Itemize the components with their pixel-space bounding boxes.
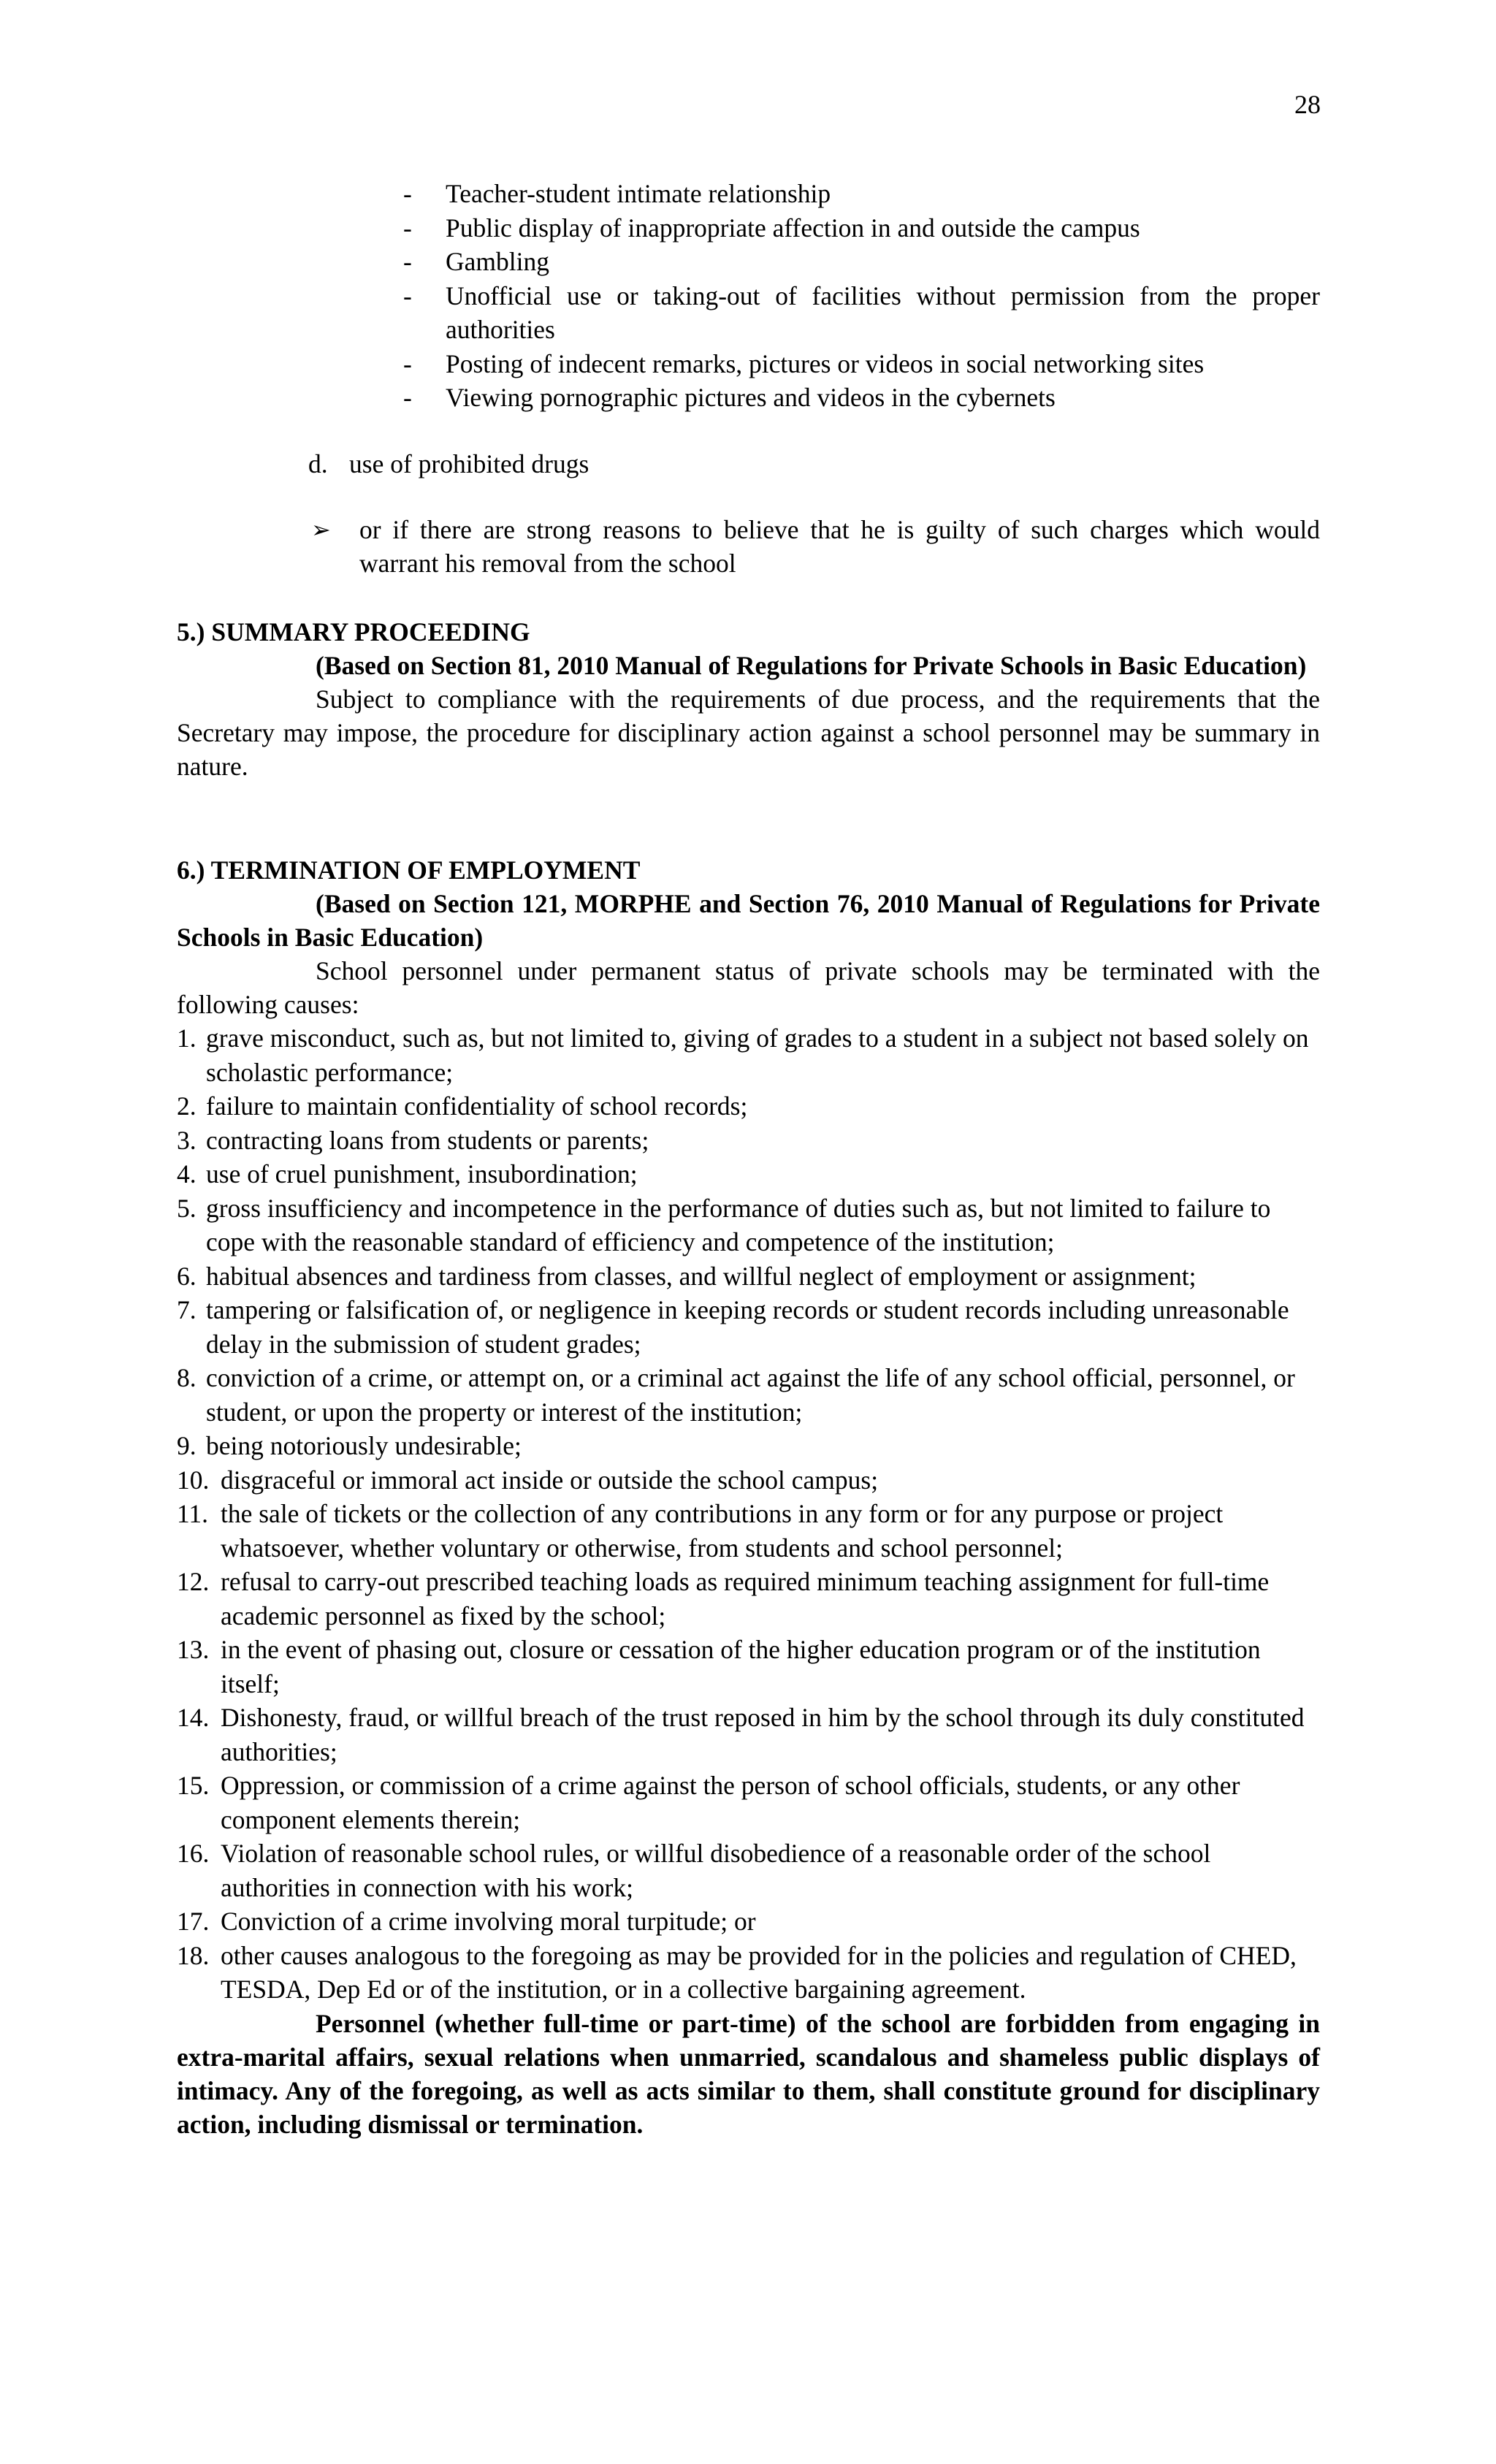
item-d-text: use of prohibited drugs <box>349 449 589 478</box>
list-item-text: Unofficial use or taking-out of facilities without permission from the proper authorities <box>446 281 1320 344</box>
item-text: grave misconduct, such as, but not limited to, giving of grades to a student in a subject not based solely on scholastic performance; <box>206 1023 1309 1087</box>
list-item-text: Gambling <box>446 247 549 276</box>
list-item <box>177 1836 1320 1904</box>
list-item <box>177 1701 1320 1769</box>
item-number: 2. <box>177 1091 196 1121</box>
section-basis: (Based on Section 81, 2010 Manual of Regulations for Private Schools in Basic Education) <box>316 651 1307 680</box>
item-text: contracting loans from students or parents; <box>206 1125 649 1155</box>
arrow-bullet-item <box>311 513 1320 580</box>
item-text: habitual absences and tardiness from classes, and willful neglect of employment or assignment; <box>206 1261 1197 1291</box>
list-item <box>177 1769 1320 1836</box>
item-number: 12. <box>177 1567 210 1596</box>
item-text: conviction of a crime, or attempt on, or a criminal act against the life of any school official, personnel, or student, or upon the property or interest of the institution; <box>206 1363 1295 1427</box>
page-number: 28 <box>1294 90 1321 119</box>
section-summary-proceeding <box>177 615 1320 783</box>
item-d-letter: d. <box>308 449 328 478</box>
list-item <box>177 1633 1320 1701</box>
item-number: 9. <box>177 1431 196 1460</box>
section-basis: (Based on Section 121, MORPHE and Section 76, 2010 Manual of Regulations for Private Schools in Basic Education) <box>177 889 1320 952</box>
closing-statement: Personnel (whether full-time or part-time) of the school are forbidden from engaging in extra-marital affairs, sexual relations when unmarried, scandalous and shameless public displays of intimacy. Any of the foregoing, as well as acts similar to them, shall constitute ground for disciplinary action, including dismissal or termination. <box>177 2008 1320 2139</box>
termination-causes-list <box>177 1021 1320 2007</box>
list-item <box>177 1429 1320 1463</box>
item-text: tampering or falsification of, or negligence in keeping records or student records including unreasonable delay in the submission of student grades; <box>206 1295 1289 1359</box>
list-item <box>177 1361 1320 1429</box>
item-text: other causes analogous to the foregoing as may be provided for in the policies and regulation of CHED, TESDA, Dep Ed or of the institution, or in a collective bargaining agreement. <box>221 1940 1297 2004</box>
list-item <box>177 1565 1320 1633</box>
list-item <box>403 211 1320 245</box>
list-item <box>403 279 1320 347</box>
item-d <box>308 447 589 481</box>
dash-bullet: - <box>403 383 412 412</box>
item-number: 11. <box>177 1499 209 1528</box>
item-text: refusal to carry-out prescribed teaching loads as required minimum teaching assignment for full-time academic personnel as fixed by the school; <box>221 1567 1270 1630</box>
list-item-text: Teacher-student intimate relationship <box>446 179 831 208</box>
list-item <box>177 1293 1320 1361</box>
list-item <box>177 1259 1320 1294</box>
list-item <box>177 1939 1320 2007</box>
list-item <box>177 1021 1320 1089</box>
list-item <box>403 245 1320 279</box>
item-text: Oppression, or commission of a crime against the person of school officials, students, or any other component elements therein; <box>221 1771 1240 1834</box>
offense-list <box>403 177 1320 415</box>
section-body: Subject to compliance with the requirements of due process, and the requirements that the Secretary may impose, the procedure for disciplinary action against a school personnel may be summary in nature. <box>177 684 1320 781</box>
item-text: use of cruel punishment, insubordination; <box>206 1159 638 1189</box>
item-number: 10. <box>177 1465 210 1495</box>
item-text: in the event of phasing out, closure or cessation of the higher education program or of the institution itself; <box>221 1635 1261 1698</box>
item-number: 3. <box>177 1125 196 1155</box>
item-number: 18. <box>177 1940 210 1970</box>
arrow-item-text: or if there are strong reasons to believe that he is guilty of such charges which would warrant his removal from the school <box>359 515 1320 578</box>
dash-bullet: - <box>403 247 412 276</box>
item-number: 13. <box>177 1635 210 1664</box>
dash-bullet: - <box>403 213 412 243</box>
item-text: being notoriously undesirable; <box>206 1431 522 1460</box>
list-item <box>403 177 1320 211</box>
item-text: Conviction of a crime involving moral turpitude; or <box>221 1907 756 1936</box>
item-text: Violation of reasonable school rules, or willful disobedience of a reasonable order of the school authorities in connection with his work; <box>221 1839 1211 1902</box>
item-number: 4. <box>177 1159 196 1189</box>
item-number: 17. <box>177 1907 210 1936</box>
dash-bullet: - <box>403 179 412 208</box>
item-number: 5. <box>177 1193 196 1223</box>
section-intro: School personnel under permanent status of private schools may be terminated with the following causes: <box>177 956 1320 1019</box>
item-number: 15. <box>177 1771 210 1800</box>
item-text: Dishonesty, fraud, or willful breach of the trust reposed in him by the school through its duly constituted authorities; <box>221 1703 1305 1766</box>
section-termination <box>177 853 1320 2141</box>
list-item-text: Public display of inappropriate affection in and outside the campus <box>446 213 1140 243</box>
dash-bullet: - <box>403 281 412 310</box>
item-number: 8. <box>177 1363 196 1392</box>
item-text: disgraceful or immoral act inside or outside the school campus; <box>221 1465 879 1495</box>
list-item <box>177 1124 1320 1158</box>
item-number: 6. <box>177 1261 196 1291</box>
item-text: failure to maintain confidentiality of school records; <box>206 1091 748 1121</box>
list-item <box>177 1089 1320 1124</box>
item-number: 1. <box>177 1023 196 1053</box>
section-heading: 5.) SUMMARY PROCEEDING <box>177 617 530 646</box>
list-item <box>177 1904 1320 1939</box>
item-number: 7. <box>177 1295 196 1324</box>
list-item <box>177 1191 1320 1259</box>
dash-bullet: - <box>403 348 412 378</box>
item-text: gross insufficiency and incompetence in the performance of duties such as, but not limited to failure to cope with the reasonable standard of efficiency and competence of the institution; <box>206 1193 1271 1256</box>
list-item-text: Posting of indecent remarks, pictures or videos in social networking sites <box>446 348 1205 378</box>
item-number: 16. <box>177 1839 210 1868</box>
section-heading: 6.) TERMINATION OF EMPLOYMENT <box>177 855 641 885</box>
list-item <box>177 1497 1320 1565</box>
list-item <box>403 381 1320 415</box>
list-item <box>177 1463 1320 1498</box>
arrow-bullet-icon: ➢ <box>311 516 331 543</box>
list-item <box>177 1157 1320 1191</box>
list-item-text: Viewing pornographic pictures and videos in the cybernets <box>446 383 1056 412</box>
list-item <box>403 347 1320 381</box>
item-text: the sale of tickets or the collection of any contributions in any form or for any purpose or project whatsoever, whether voluntary or otherwise, from students and school personnel; <box>221 1499 1224 1563</box>
item-number: 14. <box>177 1703 210 1732</box>
